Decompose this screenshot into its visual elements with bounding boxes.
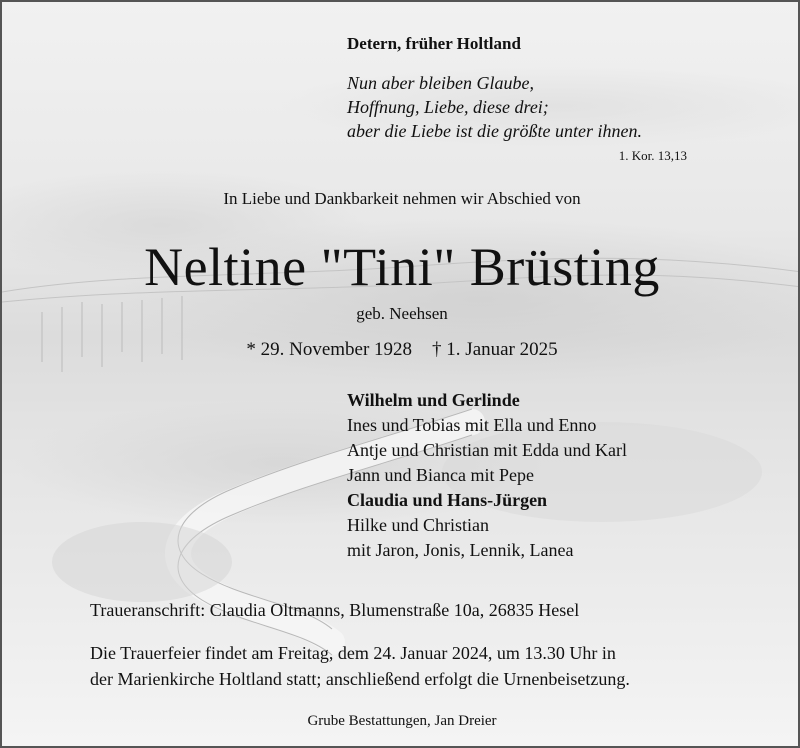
verse-line: Hoffnung, Liebe, diese drei; xyxy=(347,97,549,117)
mourner-group-head: Claudia und Hans-Jürgen xyxy=(347,490,548,510)
mourners-list xyxy=(347,388,627,563)
mourning-address: Traueranschrift: Claudia Oltmanns, Blumenstraße 10a, 26835 Hesel xyxy=(90,600,580,620)
birth-name: geb. Neehsen xyxy=(356,304,448,323)
mourner-group-head: Wilhelm und Gerlinde xyxy=(347,390,520,410)
birth-date: * 29. November 1928 xyxy=(246,339,413,360)
ceremony-info xyxy=(90,640,630,692)
mourner-line: Antje und Christian mit Edda und Karl xyxy=(347,440,627,460)
mourner-line: mit Jaron, Jonis, Lennik, Lanea xyxy=(347,540,574,560)
mourner-line: Ines und Tobias mit Ella und Enno xyxy=(347,415,597,435)
ceremony-line: der Marienkirche Holtland statt; anschließend erfolgt die Urnenbeisetzung. xyxy=(90,669,630,689)
ceremony-line: Die Trauerfeier findet am Freitag, dem 24. Januar 2024, um 13.30 Uhr in xyxy=(90,643,616,663)
deceased-name: Neltine "Tini" Brüsting xyxy=(144,237,660,297)
farewell-intro: In Liebe und Dankbarkeit nehmen wir Abschied von xyxy=(223,189,581,208)
mourner-line: Jann und Bianca mit Pepe xyxy=(347,465,534,485)
death-date: † 1. Januar 2025 xyxy=(432,339,558,360)
mourner-line: Hilke und Christian xyxy=(347,515,489,535)
bible-verse xyxy=(347,71,642,143)
verse-line: aber die Liebe ist die größte unter ihnen. xyxy=(347,121,642,141)
verse-reference: 1. Kor. 13,13 xyxy=(618,148,687,163)
life-dates xyxy=(2,339,800,361)
undertaker: Grube Bestattungen, Jan Dreier xyxy=(307,713,497,729)
mourner-group xyxy=(347,488,627,563)
origin-location: Detern, früher Holtland xyxy=(347,34,521,53)
verse-line: Nun aber bleiben Glaube, xyxy=(347,73,534,93)
mourner-group xyxy=(347,388,627,488)
